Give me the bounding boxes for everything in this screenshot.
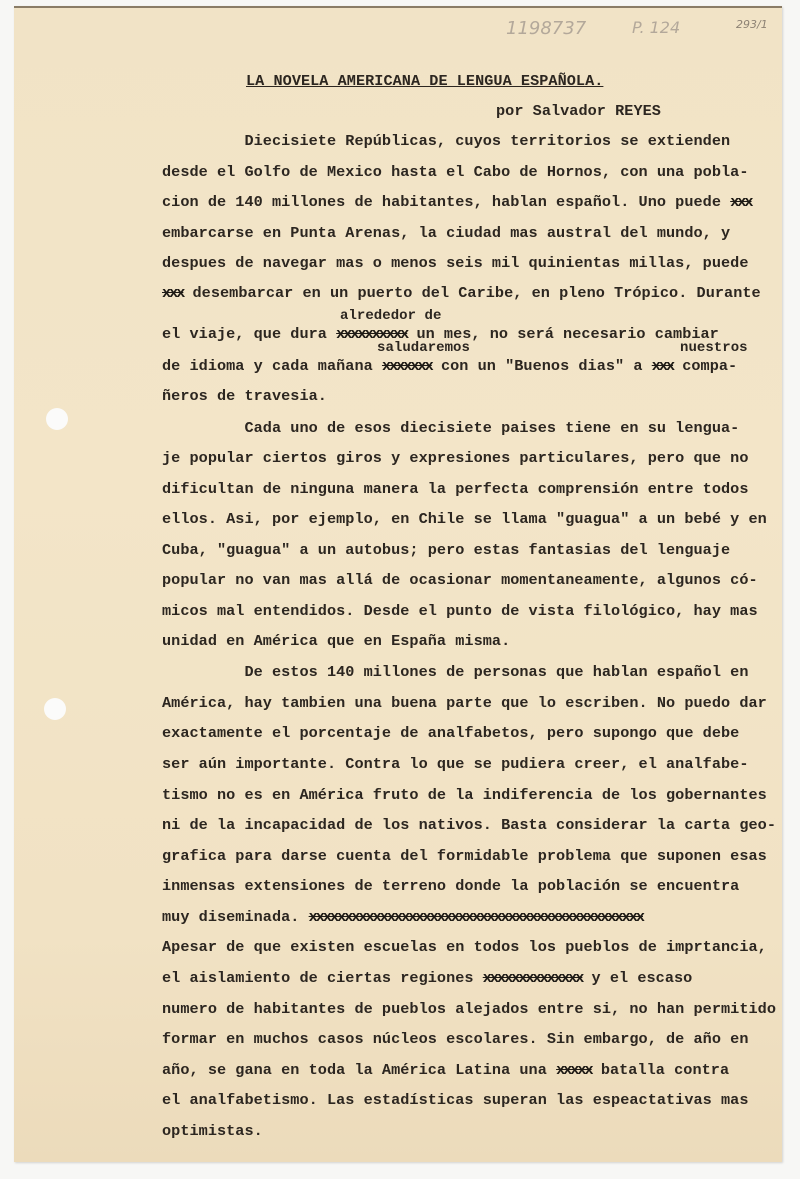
text-line-8c: compa-	[682, 357, 738, 375]
text-line-30: formar en muchos casos núcleos escolares. Sin embargo, de año en	[162, 1030, 749, 1048]
byline: por Salvador REYES	[496, 102, 661, 120]
strikeout: xxx	[162, 284, 184, 302]
text-line-15: popular no van mas allá de ocasionar momentaneamente, algunos có-	[162, 571, 758, 589]
text-line-7a: el viaje, que dura	[162, 325, 327, 343]
strikeout: xxx	[730, 193, 752, 211]
text-line-6-main: desembarcar en un puerto del Caribe, en pleno Trópico. Durante	[192, 284, 761, 302]
text-line-23: ni de la incapacidad de los nativos. Basta considerar la carta geo-	[162, 816, 776, 834]
insertion-nuestros: nuestros	[680, 340, 748, 356]
text-line-3	[162, 193, 752, 211]
text-line-32: el analfabetismo. Las estadísticas superan las espeactativas mas	[162, 1091, 749, 1109]
text-line-6	[162, 284, 761, 302]
insertion-saludaremos: saludaremos	[377, 340, 470, 356]
text-line-14: Cuba, "guagua" a un autobus; pero estas fantasias del lenguaje	[162, 541, 731, 559]
punch-hole-bottom	[44, 698, 66, 720]
text-line-17: unidad en América que en España misma.	[162, 632, 511, 650]
text-line-13: ellos. Asi, por ejemplo, en Chile se llama "guagua" a un bebé y en	[162, 510, 767, 528]
text-line-8b: con un "Buenos dias" a	[440, 357, 643, 375]
text-line-27: Apesar de que existen escuelas en todos los pueblos de imprtancia,	[162, 938, 767, 956]
text-line-24: grafica para darse cuenta del formidable problema que suponen esas	[162, 847, 767, 865]
text-line-8	[162, 357, 737, 375]
text-line-9: ñeros de travesia.	[162, 387, 327, 405]
text-line-26-main: muy diseminada.	[162, 908, 300, 926]
text-line-5: despues de navegar mas o menos seis mil quinientas millas, puede	[162, 254, 749, 272]
strikeout: xxxxxxxxxx	[336, 325, 408, 343]
catalog-number-annotation: 1198737	[506, 18, 587, 39]
text-line-3-main: cion de 140 millones de habitantes, hablan español. Uno puede	[162, 193, 722, 211]
text-line-22: tismo no es en América fruto de la indiferencia de los gobernantes	[162, 786, 767, 804]
strikeout: xxxxxxxxxxxxxxxxxxxxxxxxxxxxxxxxxxxxxxxxxxxxxxx	[308, 908, 643, 926]
strikeout: xxxxxxx	[381, 357, 432, 375]
text-line-4: embarcarse en Punta Arenas, la ciudad mas austral del mundo, y	[162, 224, 731, 242]
text-line-7b: un mes, no será necesario cambiar	[416, 325, 719, 343]
text-line-21: ser aún importante. Contra lo que se pudiera creer, el analfabe-	[162, 755, 749, 773]
text-line-28b: y el escaso	[591, 969, 693, 987]
text-line-28a: el aislamiento de ciertas regiones	[162, 969, 474, 987]
text-line-12: dificultan de ninguna manera la perfecta comprensión entre todos	[162, 480, 749, 498]
text-line-8a: de idioma y cada mañana	[162, 357, 373, 375]
text-line-31a: año, se gana en toda la América Latina una	[162, 1061, 547, 1079]
text-line-10: Cada uno de esos diecisiete paises tiene en su lengua-	[162, 419, 740, 437]
typewritten-page	[14, 6, 782, 1162]
text-line-16: micos mal entendidos. Desde el punto de vista filológico, hay mas	[162, 602, 758, 620]
insertion-alrededor-de: alrededor de	[340, 308, 442, 324]
punch-hole-top	[46, 408, 68, 430]
folio-annotation: 293/1	[736, 18, 768, 31]
strikeout: xxx	[651, 357, 674, 375]
page-ref-annotation: P. 124	[632, 18, 681, 37]
text-line-31b: batalla contra	[600, 1061, 730, 1079]
text-line-33: optimistas.	[162, 1122, 263, 1140]
text-line-1: Diecisiete Repúblicas, cuyos territorios se extienden	[162, 132, 731, 150]
text-line-26	[162, 908, 643, 926]
strikeout: xxxxx	[556, 1061, 592, 1079]
document-title: LA NOVELA AMERICANA DE LENGUA ESPAÑOLA.	[246, 72, 604, 90]
text-line-29: numero de habitantes de pueblos alejados entre si, no han permitido	[162, 1000, 776, 1018]
text-line-20: exactamente el porcentaje de analfabetos, pero supongo que debe	[162, 724, 740, 742]
text-line-18: De estos 140 millones de personas que hablan español en	[162, 663, 749, 681]
strikeout: xxxxxxxxxxxxxx	[482, 969, 583, 987]
text-line-25: inmensas extensiones de terreno donde la población se encuentra	[162, 877, 740, 895]
text-line-28	[162, 969, 692, 987]
text-line-11: je popular ciertos giros y expresiones particulares, pero que no	[162, 449, 749, 467]
text-line-19: América, hay tambien una buena parte que lo escriben. No puedo dar	[162, 694, 767, 712]
text-line-31	[162, 1061, 729, 1079]
text-line-2: desde el Golfo de Mexico hasta el Cabo de Hornos, con una pobla-	[162, 163, 749, 181]
